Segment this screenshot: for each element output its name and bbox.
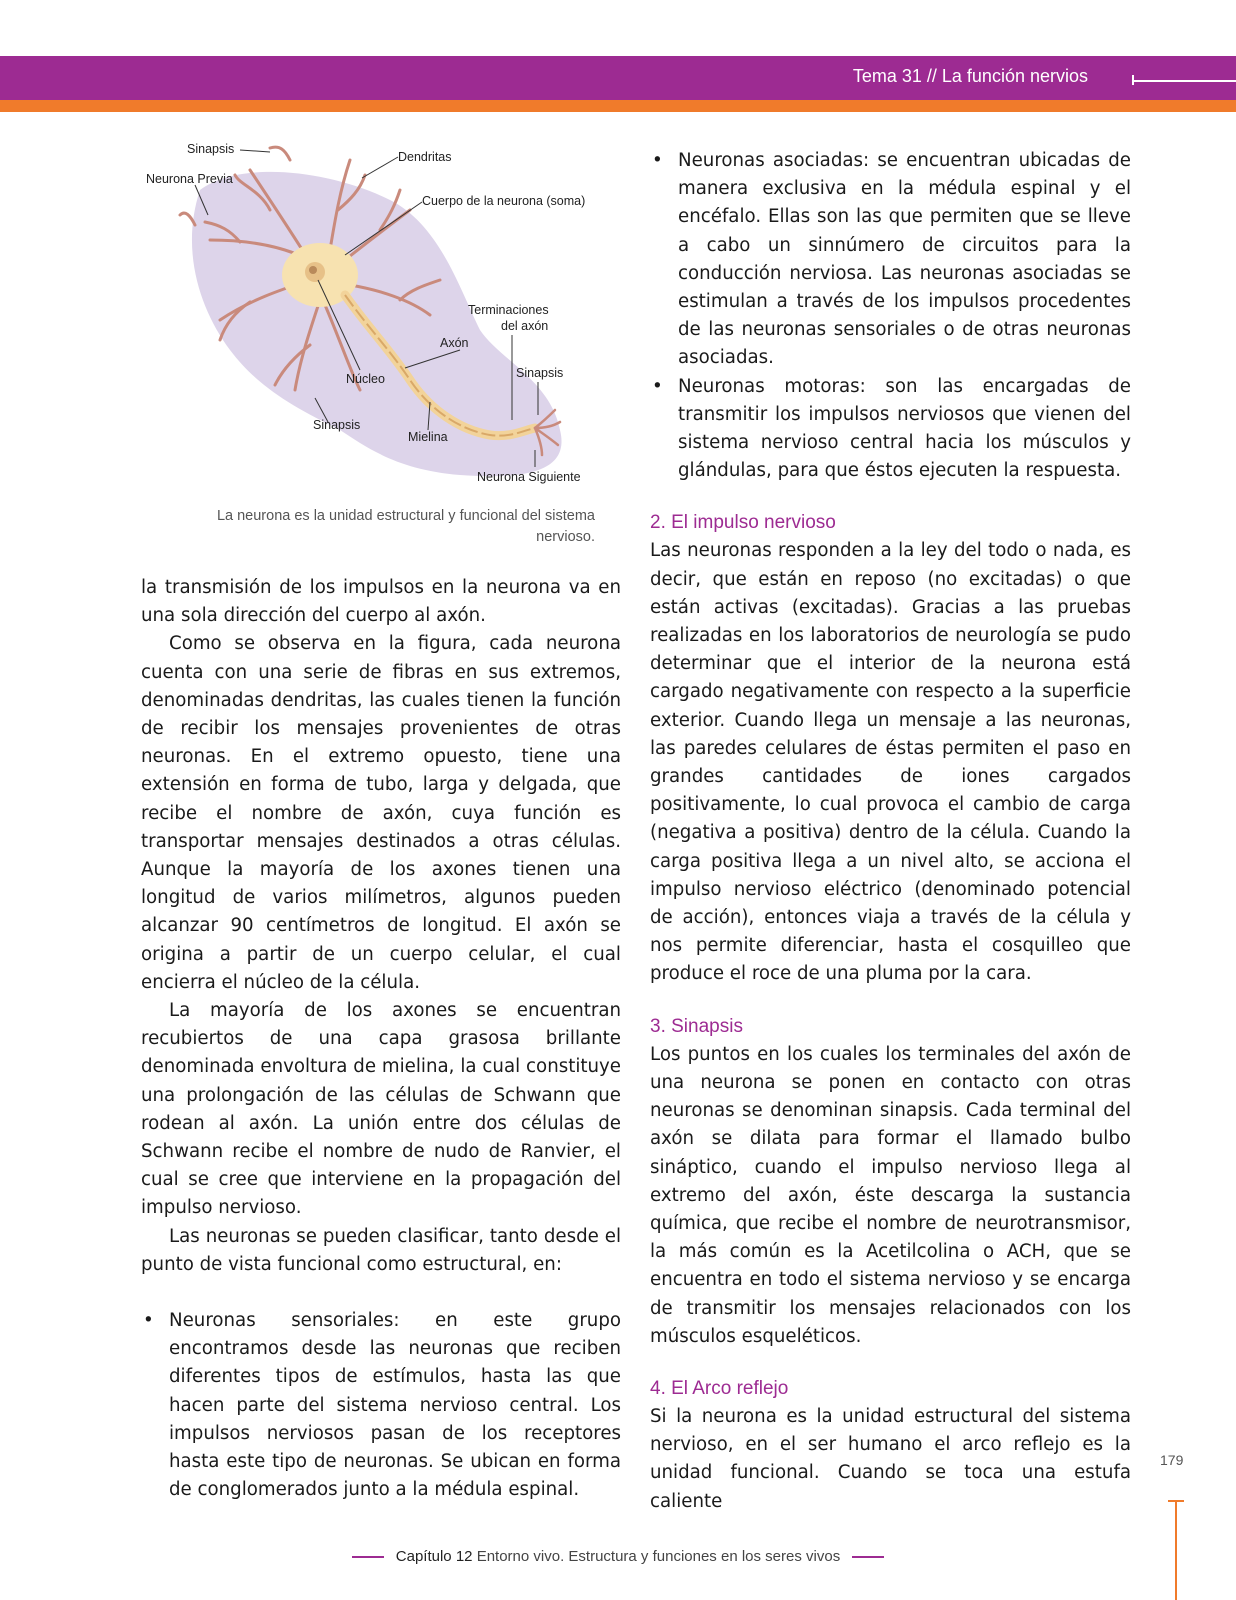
section-heading-sinapsis: 3. Sinapsis [650,1015,743,1037]
footer-chapter: Capítulo 12 [395,1548,473,1565]
spacer [650,989,1131,1013]
paragraph-mielina: La mayoría de los axones se encuentran recubiertos de una capa grasosa brillante denominada envoltura de mielina, la cual constituye una prolongación de las células de Schwann que rodean al axón. La unión entre dos células de Schwann recibe el nombre de nudo de Ranvier, el cual se cree que interviene en la propagación del impulso nervioso. [141,1000,621,1219]
label-mielina: Mielina [408,430,448,444]
list-item-asociadas [650,147,1131,373]
label-axon: Axón [440,336,469,350]
label-nucleo: Núcleo [346,372,385,386]
caption-line-1: La neurona es la unidad estructural y funcional del sistema [216,508,595,524]
header-title: Tema 31 // La función nervios [852,66,1088,86]
spacer [141,1279,621,1307]
label-sinapsis-top: Sinapsis [187,142,235,156]
label-neurona-siguiente: Neurona Siguiente [477,470,581,484]
footer-text: Entorno vivo. Estructura y funciones en los seres vivos [476,1548,841,1565]
list-item-motoras [650,373,1131,486]
paragraph-arco: Si la neurona es la unidad estructural del sistema nervioso, en el ser humano el arco reflejo es la unidad funcional. Cuando se toca una estufa caliente [650,1405,1131,1512]
header-rule [1132,80,1236,82]
footer-rule-left [352,1556,384,1558]
bullet-icon: • [143,1310,154,1332]
header-accent-stripe [0,100,1236,112]
paragraph-dendritas: Como se observa en la figura, cada neurona cuenta con una serie de fibras en sus extremos, denominadas dendritas, las cuales tienen la función de recibir los mensajes provenientes de otras neuronas. En el extremo opuesto, tiene una extensión en forma de tubo, larga y delgada, que recibe el nombre de axón, cuya función es transportar mensajes destinados a otras células. Aunque la mayoría de los axones tienen una longitud de varios milímetros, algunos pueden alcanzar 90 centímetros de longitud. El axón se origina a partir de un cuerpo celular, el cual encierra el núcleo de la célula. [141,633,621,993]
label-terminaciones: Terminaciones [468,303,549,317]
neuron-figure [140,130,610,500]
section-heading-arco: 4. El Arco reflejo [650,1377,789,1399]
label-sinapsis-right: Sinapsis [516,366,564,380]
footer [0,1548,1236,1565]
label-dendritas: Dendritas [398,150,452,164]
section-heading-impulso: 2. El impulso nervioso [650,512,836,534]
figure-caption [150,506,595,548]
list-item-text: Neuronas sensoriales: en este grupo encontramos desde las neuronas que reciben diferentes tipos de estímulos, hasta las que hacen parte del sistema nervioso central. Los impulsos nerviosos pasan de los receptores hasta este tipo de neuronas. Se ubican en forma de conglomerados junto a la médula espinal. [169,1310,621,1501]
paragraph-impulso: Las neuronas responden a la ley del todo o nada, es decir, que están en reposo (no excitadas) o que están activas (excitadas). Gracias a las pruebas realizadas en los laboratorios de neurología se pudo determinar que el interior de la neurona está cargado negativamente con respecto a la superficie exterior. Cuando llega un mensaje a las neuronas, las paredes celulares de éstas permiten el paso en grandes cantidades de iones cargados positivamente, lo cual provoca el cambio de carga (negativa a positiva) dentro de la célula. Cuando la carga positiva llega a un nivel alto, se acciona el impulso nervioso eléctrico (denominado potencial de acción), entonces viaja a través de la célula y nos permite diferenciar, hasta el cosquilleo que produce el roce de una pluma por la cara. [650,540,1131,985]
spacer [650,485,1131,509]
label-del-axon: del axón [501,319,549,333]
page-number: 179 [1160,1452,1184,1468]
label-sinapsis-bottom: Sinapsis [313,418,361,432]
right-column [650,147,1131,1516]
bullet-icon: • [652,150,663,171]
list-item-text: Neuronas asociadas: se encuentran ubicadas de manera exclusiva en la médula espinal y el encéfalo. Ellas son las que permiten que se lleve a cabo un sinnúmero de circuitos para la conducción nerviosa. Las neuronas asociadas se estimulan a través de los impulsos procedentes de las neuronas sensoriales o de otras neuronas asociadas. [678,150,1131,369]
header-rule-tick [1132,75,1134,85]
caption-line-2: nervioso. [536,529,595,545]
footer-rule-right [852,1556,884,1558]
label-cuerpo-neurona: Cuerpo de la neurona (soma) [422,194,586,208]
paragraph-transmision: la transmisión de los impulsos en la neurona va en una sola dirección del cuerpo al axón. [141,577,621,627]
label-neurona-previa: Neurona Previa [146,172,233,186]
spacer [650,1351,1131,1375]
paragraph-clasificacion: Las neuronas se pueden clasificar, tanto desde el punto de vista funcional como estructural, en: [141,1225,621,1275]
left-column [141,574,621,1505]
list-item-text: Neuronas motoras: son las encargadas de transmitir los impulsos nerviosos que vienen del sistema nervioso central hacia los músculos y glándulas, para que éstos ejecuten la respuesta. [678,375,1131,482]
list-item-sensoriales [141,1307,621,1504]
bullet-icon: • [652,375,663,397]
paragraph-sinapsis: Los puntos en los cuales los terminales del axón de una neurona se ponen en contacto con otras neuronas se denominan sinapsis. Cada terminal del axón se dilata para formar el llamado bulbo sináptico, cuando el impulso nervioso llega al extremo del axón, éste descarga la sustancia química, que recibe el nombre de neurotransmisor, la más común es la Acetilcolina o ACH, que se encuentra en todo el sistema nervioso y se encarga de transmitir los mensajes relacionados con los músculos esqueléticos. [650,1043,1131,1347]
